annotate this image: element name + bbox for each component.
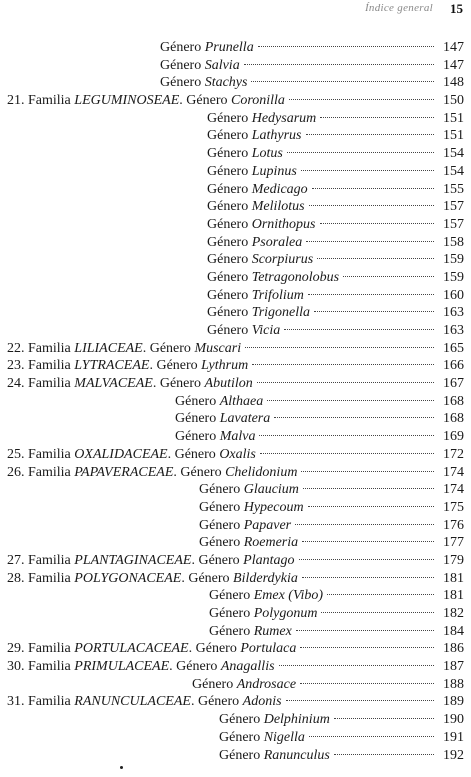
- page-ref: 177: [443, 535, 464, 551]
- genero-label: Género: [175, 429, 217, 445]
- toc-entry-title: [199, 534, 298, 552]
- genero-label: Género: [188, 570, 230, 586]
- familia-label: Familia: [28, 376, 71, 392]
- genero-label: Género: [175, 411, 217, 427]
- toc-entry: [0, 481, 471, 499]
- page-ref: 166: [443, 358, 464, 374]
- page-ref: 189: [443, 694, 464, 710]
- toc-entry-title: [207, 145, 283, 163]
- genus-name: Abutilon: [204, 376, 253, 392]
- toc-entry-title: [160, 74, 247, 92]
- genero-label: Género: [192, 676, 234, 692]
- dot-leader: [258, 46, 434, 47]
- genero-label: Género: [219, 712, 261, 728]
- toc-entry: [0, 410, 471, 428]
- page-ref: 174: [443, 482, 464, 498]
- toc-entry: [0, 163, 471, 181]
- dot-leader: [284, 329, 434, 330]
- dot-leader: [303, 488, 434, 489]
- familia-label: Familia: [28, 358, 71, 374]
- genus-name: Delphinium: [263, 712, 330, 728]
- toc-entry-title: [207, 216, 316, 234]
- dot-leader: [309, 736, 434, 737]
- page-ref: 190: [443, 712, 464, 728]
- genero-label: Género: [180, 464, 222, 480]
- family-number: 21.: [7, 93, 25, 109]
- toc-entry: [0, 375, 471, 393]
- toc-entry-title: 25. Familia OXALIDACEAE. Género Oxalis: [7, 446, 256, 462]
- toc-entry-title: [207, 181, 308, 199]
- page-ref: 148: [443, 75, 464, 91]
- toc-entry-title: [207, 251, 313, 269]
- genero-label: Género: [207, 252, 249, 268]
- toc-entry-title: 21. Familia LEGUMINOSEAE. Género Coronilla: [7, 93, 285, 109]
- toc-entry: [0, 534, 471, 552]
- page-ref: 147: [443, 57, 464, 73]
- genus-name: Lavatera: [219, 411, 271, 427]
- genus-name: Portulaca: [240, 641, 297, 657]
- toc-entry-title: [219, 729, 305, 747]
- page-ref: 147: [443, 40, 464, 55]
- toc-entry-title: 24. Familia MALVACEAE. Género Abutilon: [7, 376, 253, 392]
- page-ref: 154: [443, 146, 464, 162]
- page-ref: 168: [443, 393, 464, 409]
- toc-entry: [0, 234, 471, 252]
- toc-entry-title: [175, 410, 270, 428]
- toc-entry: [0, 623, 471, 641]
- toc-entry: [0, 287, 471, 305]
- toc-entry-title: [199, 481, 299, 499]
- genero-label: Género: [199, 517, 241, 533]
- dot-leader: [296, 630, 434, 631]
- genero-label: Género: [199, 482, 241, 498]
- family-number: 26.: [7, 464, 25, 480]
- page-ref: 181: [443, 588, 464, 604]
- dot-leader: [287, 152, 434, 153]
- dot-leader: [306, 134, 435, 135]
- toc-entry: [0, 711, 471, 729]
- dot-leader: [317, 258, 434, 259]
- genero-label: Género: [207, 110, 249, 126]
- dot-leader: [334, 718, 434, 719]
- dot-leader: [302, 541, 434, 542]
- family-number: 28.: [7, 570, 25, 586]
- toc-entry-title: [192, 676, 296, 694]
- page-ref: 155: [443, 181, 464, 197]
- dot-leader: [299, 559, 434, 560]
- family-name: OXALIDACEAE: [74, 446, 168, 462]
- page-ref: 160: [443, 287, 464, 303]
- toc-entry: [0, 693, 471, 711]
- toc-entry: [0, 676, 471, 694]
- page-number: 15: [450, 1, 463, 16]
- family-name: POLYGONACEAE: [74, 570, 182, 586]
- familia-label: Familia: [28, 659, 71, 675]
- page-ref: 174: [443, 464, 464, 480]
- toc-entry-title: 26. Familia PAPAVERACEAE. Género Chelidonium: [7, 464, 298, 480]
- genero-label: Género: [160, 75, 202, 91]
- toc-entry: [0, 393, 471, 411]
- dot-leader: [244, 64, 434, 65]
- toc-entry-title: [160, 57, 240, 75]
- genus-name: Stachys: [204, 75, 248, 91]
- genus-name: Scorpiurus: [251, 252, 314, 268]
- family-name: LYTRACEAE: [74, 358, 150, 374]
- toc-entry-title: [207, 304, 310, 322]
- genus-name: Nigella: [263, 729, 305, 745]
- toc-entry: [0, 251, 471, 269]
- page-ref: 150: [443, 93, 464, 109]
- toc-entry-title: [160, 39, 254, 57]
- genus-name: Ranunculus: [263, 747, 330, 763]
- genero-label: Género: [207, 287, 249, 303]
- familia-label: Familia: [28, 340, 71, 356]
- page-ref: 175: [443, 499, 464, 515]
- dot-leader: [295, 524, 434, 525]
- toc-entry: [0, 39, 471, 57]
- dot-leader: [321, 612, 434, 613]
- genero-label: Género: [156, 358, 198, 374]
- genus-name: Glaucium: [243, 482, 299, 498]
- toc-entry-title: [207, 198, 305, 216]
- toc-entry-title: [175, 393, 263, 411]
- genus-name: Muscari: [194, 340, 242, 356]
- genero-label: Género: [207, 216, 249, 232]
- page-ref: 165: [443, 340, 464, 356]
- dot-leader: [251, 81, 434, 82]
- genus-name: Androsace: [236, 676, 297, 692]
- page-ref: 163: [443, 323, 464, 338]
- page-ref: 154: [443, 163, 464, 179]
- genero-label: Género: [195, 641, 237, 657]
- page-ref: 186: [443, 641, 464, 657]
- genero-label: Género: [219, 729, 261, 745]
- family-number: 27.: [7, 552, 25, 568]
- page-ref: 167: [443, 376, 464, 392]
- genus-name: Melilotus: [251, 199, 305, 215]
- toc-entry-title: [199, 499, 304, 517]
- genero-label: Género: [219, 747, 261, 763]
- dot-leader: [308, 506, 434, 507]
- genus-name: Hedysarum: [251, 110, 317, 126]
- family-name: RANUNCULACEAE: [74, 694, 191, 710]
- genero-label: Género: [209, 606, 251, 621]
- genero-label: Género: [149, 340, 191, 356]
- toc-entry-title: [219, 747, 330, 765]
- genus-name: Tetragonolobus: [251, 269, 340, 285]
- dot-leader: [300, 647, 434, 648]
- toc-entry: [0, 517, 471, 535]
- stray-mark: [120, 766, 123, 769]
- familia-label: Familia: [28, 641, 71, 657]
- toc-entry: [0, 446, 471, 464]
- dot-leader: [302, 577, 434, 578]
- toc-entry-title: 23. Familia LYTRACEAE. Género Lythrum: [7, 358, 249, 374]
- genero-label: Género: [207, 128, 249, 144]
- family-name: LEGUMINOSEAE: [74, 93, 180, 109]
- toc-entry: [0, 658, 471, 676]
- page-ref: 182: [443, 606, 464, 621]
- family-name: PRIMULACEAE: [74, 659, 170, 675]
- genus-name: Lupinus: [251, 163, 297, 179]
- dot-leader: [301, 170, 434, 171]
- toc-entry: [0, 570, 471, 588]
- toc-entry-title: [207, 110, 316, 128]
- family-name: PLANTAGINACEAE: [74, 552, 192, 568]
- family-number: 30.: [7, 659, 25, 675]
- genus-name: Bilderdykia: [233, 570, 298, 586]
- genero-label: Género: [207, 305, 249, 321]
- genero-label: Género: [199, 535, 241, 551]
- toc-entry-title: [199, 517, 291, 535]
- genero-label: Género: [207, 269, 249, 285]
- dot-leader: [279, 665, 434, 666]
- toc-entry: [0, 729, 471, 747]
- family-number: 24.: [7, 376, 25, 392]
- dot-leader: [300, 683, 434, 684]
- familia-label: Familia: [28, 552, 71, 568]
- genus-name: Salvia: [204, 57, 240, 73]
- page-ref: 187: [443, 659, 464, 675]
- genus-name: Roemeria: [243, 535, 299, 551]
- dot-leader: [289, 99, 434, 100]
- familia-label: Familia: [28, 694, 71, 710]
- genero-label: Género: [186, 93, 228, 109]
- toc-entry-title: [207, 287, 304, 305]
- page-ref: 168: [443, 411, 464, 427]
- genero-label: Género: [176, 659, 218, 675]
- page-ref: 159: [443, 252, 464, 268]
- genus-name: Chelidonium: [225, 464, 298, 480]
- toc-entry-title: [209, 587, 323, 605]
- page-ref: 192: [443, 747, 464, 763]
- dot-leader: [312, 188, 434, 189]
- toc-entry: [0, 110, 471, 128]
- genus-name: Lathyrus: [251, 128, 302, 144]
- dot-leader: [259, 435, 434, 436]
- genus-name: Adonis: [242, 694, 282, 710]
- genero-label: Género: [174, 446, 216, 462]
- toc-entry: [0, 57, 471, 75]
- toc-entry: [0, 127, 471, 145]
- toc-entry: [0, 322, 471, 340]
- toc-entry-title: 31. Familia RANUNCULACEAE. Género Adonis: [7, 694, 282, 710]
- page-ref: 176: [443, 517, 464, 533]
- genus-name: Ornithopus: [251, 216, 316, 232]
- dot-leader: [320, 117, 434, 118]
- dot-leader: [257, 382, 434, 383]
- dot-leader: [327, 594, 434, 595]
- genero-label: Género: [207, 323, 249, 338]
- page-ref: 157: [443, 199, 464, 215]
- genus-name: Oxalis: [219, 446, 256, 462]
- page-ref: 158: [443, 234, 464, 250]
- dot-leader: [334, 754, 434, 755]
- toc-entry-title: [207, 234, 302, 252]
- toc-entry-title: 27. Familia PLANTAGINACEAE. Género Plantago: [7, 552, 295, 568]
- dot-leader: [252, 364, 434, 365]
- genero-label: Género: [207, 199, 249, 215]
- genero-label: Género: [159, 376, 202, 392]
- dot-leader: [306, 241, 434, 242]
- familia-label: Familia: [28, 446, 71, 462]
- family-name: LILIACEAE: [74, 340, 143, 356]
- genero-label: Género: [198, 552, 240, 568]
- page-ref: 191: [443, 729, 464, 745]
- page-ref: 172: [443, 446, 464, 462]
- page-ref: 169: [443, 429, 464, 445]
- family-number: 23.: [7, 358, 25, 374]
- genero-label: Género: [199, 499, 241, 515]
- genus-name: Prunella: [204, 40, 254, 55]
- toc-entry: [0, 216, 471, 234]
- toc-entry: [0, 499, 471, 517]
- genero-label: Género: [209, 588, 251, 604]
- toc-entry: [0, 340, 471, 358]
- toc-entry-title: [207, 322, 280, 340]
- dot-leader: [309, 205, 434, 206]
- toc-entry: [0, 587, 471, 605]
- genus-name: Emex (Vibo): [253, 588, 324, 604]
- toc-entry-title: 29. Familia PORTULACACEAE. Género Portulaca: [7, 641, 297, 657]
- genus-name: Trifolium: [251, 287, 304, 303]
- dot-leader: [308, 294, 434, 295]
- dot-leader: [260, 453, 434, 454]
- toc-entry-title: 28. Familia POLYGONACEAE. Género Bilderdykia: [7, 570, 298, 586]
- page-ref: 188: [443, 676, 464, 692]
- dot-leader: [267, 400, 434, 401]
- genero-label: Género: [197, 694, 240, 710]
- toc-entry: [0, 747, 471, 765]
- family-number: 29.: [7, 641, 25, 657]
- dot-leader: [320, 223, 435, 224]
- toc-entry: [0, 428, 471, 446]
- genus-name: Lotus: [251, 146, 283, 162]
- genero-label: Género: [160, 40, 202, 55]
- family-number: 25.: [7, 446, 25, 462]
- toc-entry: [0, 181, 471, 199]
- page-ref: 181: [443, 570, 464, 586]
- family-number: 31.: [7, 694, 25, 710]
- familia-label: Familia: [28, 464, 71, 480]
- toc-entry-title: 30. Familia PRIMULACEAE. Género Anagallis: [7, 659, 275, 675]
- family-name: PAPAVERACEAE: [74, 464, 174, 480]
- genero-label: Género: [207, 163, 249, 179]
- dot-leader: [286, 700, 434, 701]
- genero-label: Género: [160, 57, 202, 73]
- genus-name: Malva: [219, 429, 256, 445]
- page-ref: 151: [443, 110, 464, 126]
- page-header: [0, 2, 471, 20]
- page-ref: 151: [443, 128, 464, 144]
- toc-entry: [0, 640, 471, 658]
- page-ref: 184: [443, 623, 464, 639]
- familia-label: Familia: [28, 93, 71, 109]
- genus-name: Anagallis: [220, 659, 275, 675]
- genus-name: Trigonella: [251, 305, 311, 321]
- toc-entry: [0, 74, 471, 92]
- genero-label: Género: [207, 146, 249, 162]
- genero-label: Género: [207, 181, 249, 197]
- genus-name: Althaea: [219, 393, 264, 409]
- page-ref: 163: [443, 305, 464, 321]
- genus-name: Polygonum: [253, 606, 318, 621]
- toc-entry-title: [207, 163, 297, 181]
- genero-label: Género: [207, 234, 249, 250]
- page-ref: 179: [443, 552, 464, 568]
- genus-name: Lythrum: [201, 358, 249, 374]
- genus-name: Vicia: [251, 323, 281, 338]
- table-of-contents: [0, 39, 471, 764]
- family-name: PORTULACACEAE: [74, 641, 189, 657]
- toc-entry-title: [207, 127, 302, 145]
- toc-entry: [0, 605, 471, 623]
- genus-name: Psoralea: [251, 234, 303, 250]
- genero-label: Género: [175, 393, 217, 409]
- genus-name: Rumex: [253, 623, 292, 639]
- toc-entry: [0, 464, 471, 482]
- dot-leader: [274, 417, 434, 418]
- page-ref: 157: [443, 216, 464, 232]
- dot-leader: [245, 347, 434, 348]
- toc-entry: [0, 304, 471, 322]
- toc-entry: [0, 92, 471, 110]
- dot-leader: [301, 471, 434, 472]
- toc-entry-title: [219, 711, 330, 729]
- toc-entry: [0, 198, 471, 216]
- genus-name: Coronilla: [230, 93, 285, 109]
- toc-entry-title: [209, 605, 317, 623]
- family-name: MALVACEAE: [74, 376, 153, 392]
- genus-name: Plantago: [243, 552, 295, 568]
- toc-entry-title: 22. Familia LILIACEAE. Género Muscari: [7, 340, 242, 356]
- toc-entry: [0, 357, 471, 375]
- genero-label: Género: [209, 623, 251, 639]
- genus-name: Papaver: [243, 517, 292, 533]
- familia-label: Familia: [28, 570, 71, 586]
- toc-entry-title: [207, 269, 339, 287]
- page-ref: 159: [443, 269, 464, 285]
- toc-entry: [0, 552, 471, 570]
- genus-name: Medicago: [251, 181, 308, 197]
- toc-entry-title: [209, 623, 292, 641]
- dot-leader: [343, 276, 434, 277]
- dot-leader: [314, 311, 434, 312]
- running-head: Índice general: [364, 2, 433, 14]
- genus-name: Hypecoum: [243, 499, 304, 515]
- toc-entry-title: [175, 428, 255, 446]
- family-number: 22.: [7, 340, 25, 356]
- toc-entry: [0, 145, 471, 163]
- toc-entry: [0, 269, 471, 287]
